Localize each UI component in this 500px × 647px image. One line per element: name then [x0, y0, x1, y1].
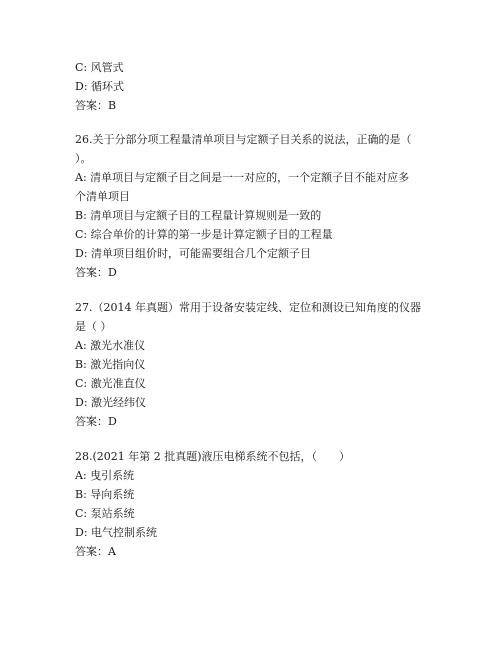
- question-stem-line: ）。: [75, 152, 92, 165]
- option-a: A: 激光水准仪: [75, 339, 146, 352]
- answer-line: 答案：B: [75, 99, 117, 112]
- option-a-continued: 个清单项目: [75, 190, 130, 203]
- option-c: C: 综合单价的计算的第一步是计算定额子目的工程量: [75, 228, 333, 241]
- answer-line: 答案：A: [75, 545, 116, 558]
- question-stem-line: 26.关于分部分项工程量清单项目与定额子目关系的说法，正确的是（: [75, 133, 412, 146]
- option-d: D: 清单项目组价时，可能需要组合几个定额子目: [75, 247, 312, 260]
- option-d: D: 激光经纬仪: [75, 396, 147, 409]
- option-d: D: 循环式: [75, 80, 125, 93]
- question-26-block: [75, 130, 435, 282]
- option-c: C: 泵站系统: [75, 507, 135, 520]
- question-stem-line: 28.(2021 年第 2 批真题)液压电梯系统不包括，（ ）: [75, 450, 351, 463]
- question-28-block: [75, 447, 435, 561]
- option-b: B: 清单项目与定额子目的工程量计算规则是一致的: [75, 209, 322, 222]
- prev-question-block: [75, 58, 435, 115]
- answer-line: 答案：D: [75, 415, 117, 428]
- document-page: [75, 58, 435, 561]
- answer-line: 答案：D: [75, 266, 117, 279]
- question-stem-line: 27.（2014 年真题）常用于设备安装定线、定位和测设已知角度的仪器: [75, 301, 421, 314]
- option-a: A: 清单项目与定额子目之间是一一对应的，一个定额子目不能对应多: [75, 171, 410, 184]
- question-27-block: [75, 298, 435, 431]
- option-c: C: 激光准直仪: [75, 377, 146, 390]
- option-b: B: 激光指向仪: [75, 358, 146, 371]
- option-a: A: 曳引系统: [75, 469, 135, 482]
- option-c: C: 风管式: [75, 61, 124, 74]
- option-d: D: 电气控制系统: [75, 526, 158, 539]
- question-stem-line: 是（ ）: [75, 320, 112, 333]
- option-b: B: 导向系统: [75, 488, 135, 501]
